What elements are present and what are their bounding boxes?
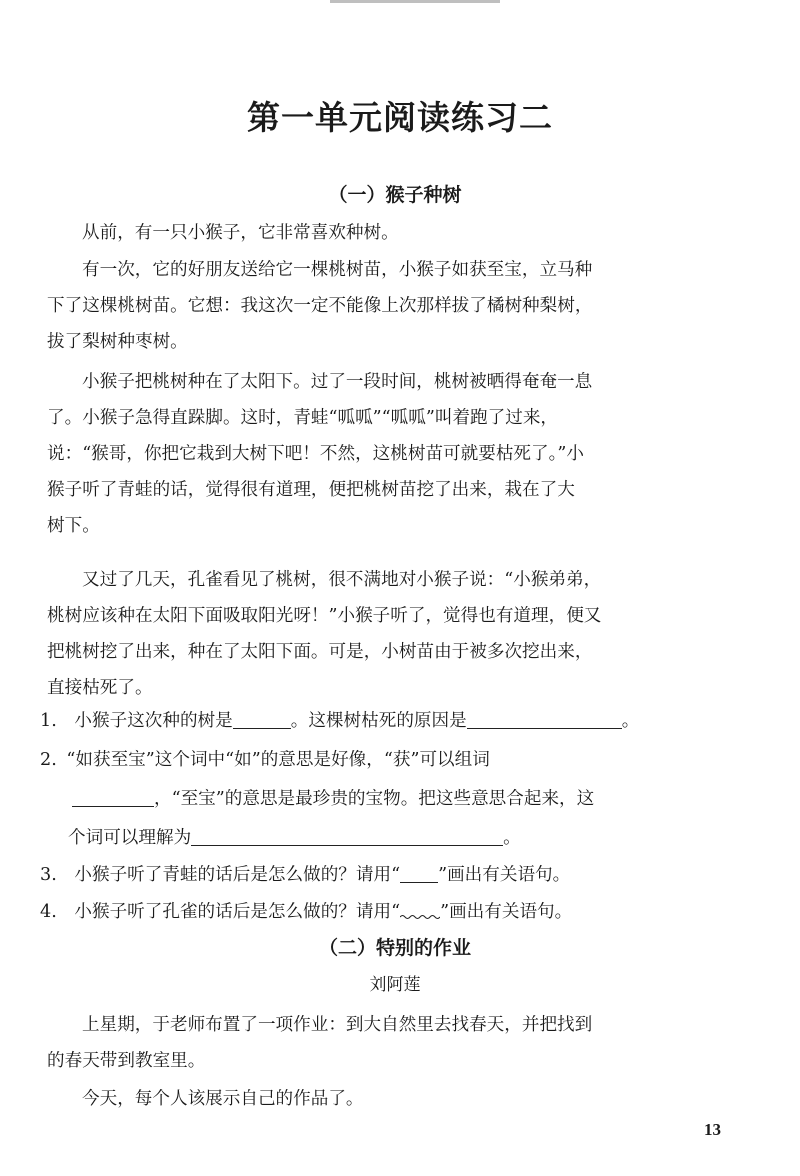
paragraph-line: 说：“猴哥，你把它栽到大树下吧！不然，这桃树苗可就要枯死了。”小: [47, 444, 585, 464]
answer-blank[interactable]: [233, 710, 291, 729]
straight-underline-sample: [400, 864, 438, 883]
answer-blank[interactable]: [72, 788, 154, 807]
paragraph-line: 从前，有一只小猴子，它非常喜欢种树。: [82, 223, 399, 243]
paragraph-line: 有一次，它的好朋友送给它一棵桃树苗，小猴子如获至宝，立马种: [82, 260, 593, 280]
paragraph-line: 拔了梨树种枣树。: [47, 332, 188, 352]
question-number: 4.: [40, 902, 57, 922]
paragraph-line: 猴子听了青蛙的话，觉得很有道理，便把桃树苗挖了出来，栽在了大: [47, 480, 575, 500]
question-3: 3. 小猴子听了青蛙的话后是怎么做的？请用“ ”画出有关语句。: [40, 865, 571, 885]
question-2-line-2: ，“至宝”的意思是最珍贵的宝物。把这些意思合起来，这: [72, 785, 594, 810]
author-name: 刘阿莲: [369, 975, 421, 995]
question-1: 1. 小猴子这次种的树是 。这棵树枯死的原因是 。: [40, 711, 640, 731]
wavy-underline-sample: [400, 902, 440, 920]
paragraph-line: 树下。: [47, 516, 100, 536]
question-number: 1.: [40, 711, 57, 731]
scan-edge-mark: [330, 0, 500, 3]
section-title-2: （二）特别的作业: [318, 937, 471, 959]
question-2-line-1: 2. “如获至宝”这个词中“如”的意思是好像，“获”可以组词: [40, 750, 490, 770]
paragraph-line: 把桃树挖了出来，种在了太阳下面。可是，小树苗由于被多次挖出来，: [47, 642, 593, 662]
paragraph-line: 小猴子把桃树种在了太阳下。过了一段时间，桃树被晒得奄奄一息: [82, 372, 593, 392]
paragraph-line: 上星期，于老师布置了一项作业：到大自然里去找春天，并把找到: [82, 1015, 593, 1035]
paragraph-line: 了。小猴子急得直跺脚。这时，青蛙“呱呱”“呱呱”叫着跑了过来，: [47, 408, 559, 428]
page-number: 13: [704, 1120, 721, 1139]
paragraph-line: 又过了几天，孔雀看见了桃树，很不满地对小猴子说：“小猴弟弟，: [82, 570, 602, 590]
question-4: 4. 小猴子听了孔雀的话后是怎么做的？请用“ ”画出有关语句。: [40, 902, 573, 922]
paragraph-line: 今天，每个人该展示自己的作品了。: [82, 1089, 364, 1109]
question-number: 2.: [40, 750, 57, 770]
answer-blank[interactable]: [191, 827, 503, 846]
paragraph-line: 直接枯死了。: [47, 678, 153, 698]
question-2-line-3: 个词可以理解为 。: [68, 828, 521, 848]
section-title-1: （一）猴子种树: [328, 184, 462, 206]
question-number: 3.: [40, 865, 57, 885]
page-title: 第一单元阅读练习二: [247, 98, 553, 137]
paragraph-line: 下了这棵桃树苗。它想：我这次一定不能像上次那样拔了橘树种梨树，: [47, 296, 593, 316]
paragraph-line: 桃树应该种在太阳下面吸取阳光呀！”小猴子听了，觉得也有道理，便又: [47, 606, 602, 626]
answer-blank[interactable]: [467, 710, 622, 729]
paragraph-line: 的春天带到教室里。: [47, 1051, 206, 1071]
